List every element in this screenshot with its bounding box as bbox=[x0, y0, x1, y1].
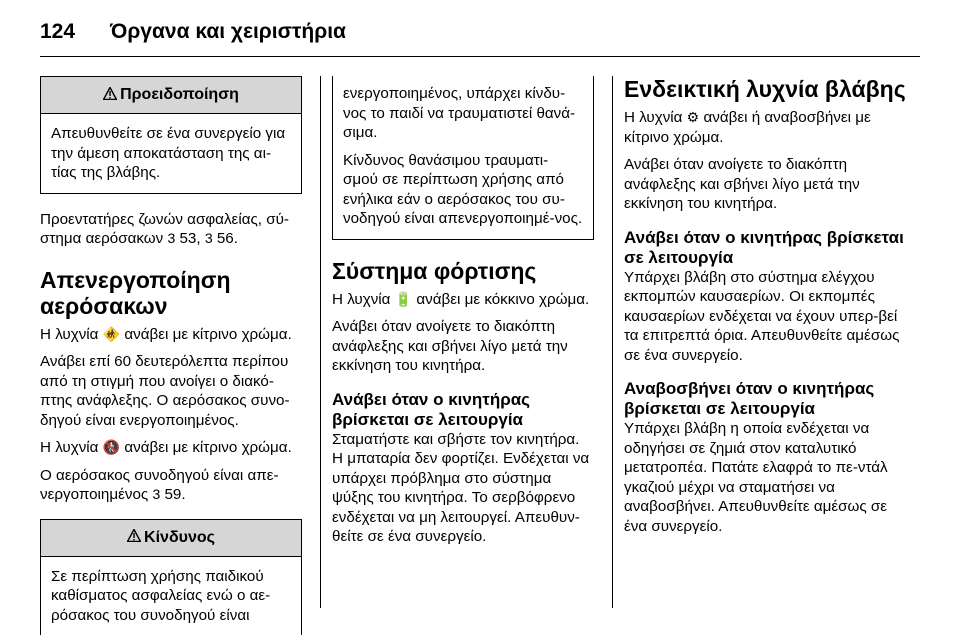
danger-cont-2: Κίνδυνος θανάσιμου τραυματι-σμού σε περίπτωση χρήσης από ενήλικα εάν ο αερόσακος του συ-νοδηγού είναι απενεργοποιημέ-νος. bbox=[343, 151, 583, 227]
lamp-text: ανάβει με κόκκινο χρώμα. bbox=[412, 290, 590, 308]
heading-malfunction-lamp: Ενδεικτική λυχνία βλάβης bbox=[624, 76, 906, 102]
lamp-text: Η λυχνία bbox=[40, 325, 103, 343]
page-header bbox=[40, 14, 346, 50]
engine-running-paragraph: Σταματήστε και σβήστε τον κινητήρα. Η μπαταρία δεν φορτίζει. Ενδέχεται να υπάρχει πρόβλημα στο σύστημα ψύξης του κινητήρα. Το σερβόφρενο ενδέχεται να μη λειτουργεί. Απευθυν-θείτε σε ένα συνεργείο. bbox=[332, 430, 590, 545]
warning-title-text: Προειδοποίηση bbox=[120, 86, 239, 103]
flashing-running-paragraph: Υπάρχει βλάβη η οποία ενδέχεται να οδηγήσει σε ζημιά στον καταλυτικό μετατροπέα. Πατάτε ελαφρά το πε-ντάλ γκαζιού μέχρι να σταματήσει να αναβοσβήνει. Απευθυνθείτε αμέσως σε ένα συνεργείο. bbox=[624, 420, 888, 535]
airbag-deactivated-paragraph bbox=[40, 466, 302, 505]
lamp-airbag-on-paragraph bbox=[40, 325, 302, 345]
airbag-60s-paragraph: Ανάβει επί 60 δευτερόλεπτα περίπου από τη στιγμή που ανοίγει ο διακό-πτης ανάφλεξης. Ο αερόσακος συνο-δηγού είναι ενεργοποιημένος. bbox=[40, 353, 290, 429]
page-ref-56[interactable]: 56. bbox=[212, 230, 238, 247]
column-1 bbox=[40, 76, 302, 635]
column-2 bbox=[332, 76, 594, 555]
mil-lamp-paragraph bbox=[624, 108, 914, 147]
mil-on-paragraph: Ανάβει όταν ανοίγετε το διακόπτη ανάφλεξης και σβήνει λίγο μετά την εκκίνηση του κινητήρα. bbox=[624, 156, 860, 212]
danger-box bbox=[40, 519, 302, 636]
lamp-text: ανάβει ή αναβοσβήνει με κίτρινο χρώμα. bbox=[624, 109, 871, 146]
danger-title-text: Κίνδυνος bbox=[144, 528, 215, 546]
column-divider-2 bbox=[612, 76, 613, 608]
airbag-off-icon: 🚷 bbox=[102, 439, 121, 455]
pretensioners-paragraph bbox=[40, 210, 302, 249]
page-reference-icon[interactable]: 3 bbox=[204, 230, 213, 246]
danger-box-continued bbox=[332, 76, 594, 240]
pretensioners-text: Προεντατήρες ζωνών ασφαλείας, σύ-στημα αερόσακων bbox=[40, 210, 289, 247]
warning-triangle-icon bbox=[127, 529, 141, 546]
airbag-on-icon: 🚸 bbox=[102, 325, 121, 342]
heading-airbag-deactivation: Απενεργοποίηση αερόσακων bbox=[40, 266, 231, 319]
danger-body: Σε περίπτωση χρήσης παιδικού καθίσματος ασφαλείας ενώ ο αε-ρόσακος του συνοδηγού είναι bbox=[51, 567, 271, 624]
subheading-lit-running: Ανάβει όταν ο κινητήρας βρίσκεται σε λειτουργία bbox=[624, 227, 904, 267]
lamp-airbag-off-paragraph bbox=[40, 438, 302, 458]
subheading-flashing-running: Αναβοσβήνει όταν ο κινητήρας βρίσκεται σε λειτουργία bbox=[624, 379, 875, 418]
warning-box bbox=[40, 76, 302, 194]
subheading-engine-running: Ανάβει όταν ο κινητήρας βρίσκεται σε λειτουργία bbox=[332, 389, 531, 429]
column-divider-1 bbox=[320, 76, 321, 608]
engine-icon: ⚙ bbox=[686, 109, 700, 125]
lamp-text: Η λυχνία bbox=[332, 290, 395, 308]
column-3 bbox=[624, 76, 914, 544]
lit-running-paragraph: Υπάρχει βλάβη στο σύστημα ελέγχου εκπομπών καυσαερίων. Οι εκπομπές καυσαερίων ενδέχεται να έχουν υπερ-βεί τα επιτρεπτά όρια. Απευθυνθείτε αμέσως σε ένα συνεργείο. bbox=[624, 268, 900, 364]
charge-lamp-paragraph bbox=[332, 290, 594, 310]
warning-triangle-icon bbox=[103, 87, 117, 104]
warning-body: Απευθυνθείτε σε ένα συνεργείο για την άμεση αποκατάσταση της αι-τίας της βλάβης. bbox=[51, 125, 286, 181]
lamp-text: Η λυχνία bbox=[624, 109, 687, 126]
heading-charging-system: Σύστημα φόρτισης bbox=[332, 257, 537, 284]
battery-icon: 🔋 bbox=[394, 290, 413, 307]
deactivated-text: Ο αερόσακος συνοδηγού είναι απε-νεργοποιημένος bbox=[40, 466, 279, 503]
page-number: 124 bbox=[40, 20, 76, 43]
chapter-title: Όργανα και χειριστήρια bbox=[110, 20, 346, 43]
header-rule bbox=[40, 56, 920, 57]
lamp-text: ανάβει με κίτρινο χρώμα. bbox=[120, 325, 292, 343]
page-ref-53[interactable]: 53, bbox=[175, 230, 205, 247]
page-reference-icon[interactable]: 3 bbox=[167, 230, 176, 246]
danger-cont-1: ενεργοποιημένος, υπάρχει κίνδυ-νος το παιδί να τραυματιστεί θανά-σιμα. bbox=[343, 85, 576, 141]
page-reference-icon[interactable]: 3 bbox=[152, 486, 161, 502]
lamp-text: ανάβει με κίτρινο χρώμα. bbox=[120, 439, 292, 456]
warning-box-title bbox=[41, 77, 301, 114]
page-ref-59[interactable]: 59. bbox=[160, 486, 186, 503]
danger-box-title bbox=[41, 520, 301, 557]
charge-on-paragraph: Ανάβει όταν ανοίγετε το διακόπτη ανάφλεξης και σβήνει λίγο μετά την εκκίνηση του κινητήρα. bbox=[332, 318, 568, 374]
lamp-text: Η λυχνία bbox=[40, 439, 103, 456]
